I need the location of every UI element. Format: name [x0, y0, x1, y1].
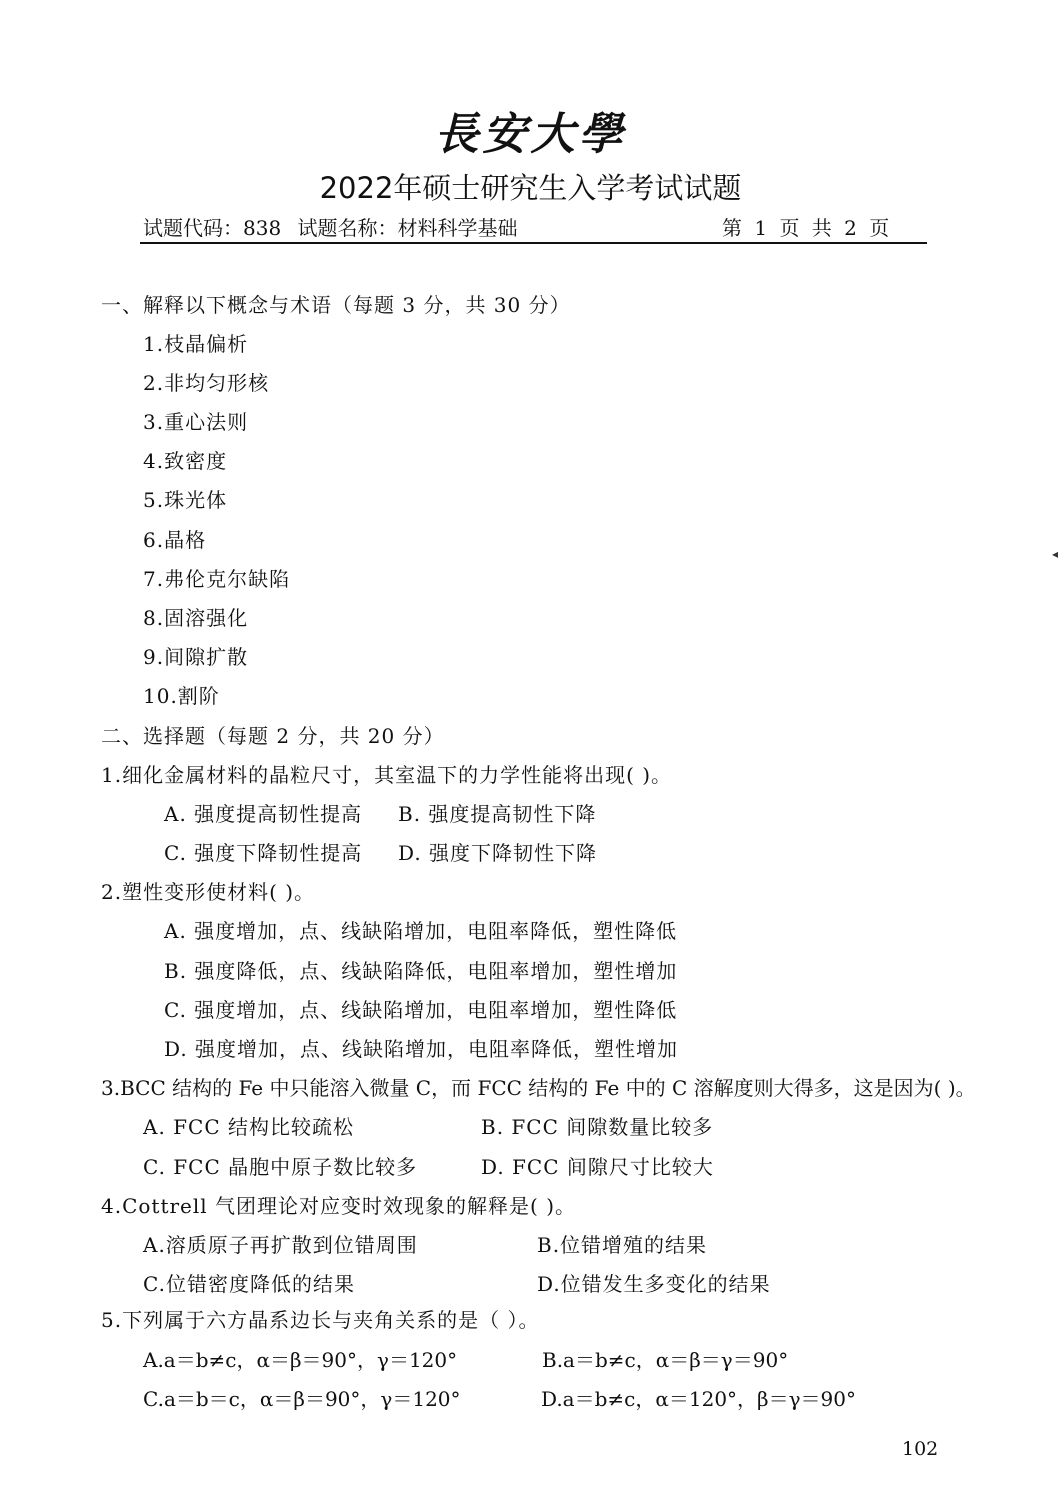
option: C. FCC 晶胞中原子数比较多: [143, 1155, 418, 1179]
option: D. 强度下降韧性下降: [398, 841, 598, 865]
option: A. 强度提高韧性提高: [164, 802, 363, 826]
term-item: 4.致密度: [143, 449, 228, 473]
option: B. 强度降低，点、线缺陷降低，电阻率增加，塑性增加: [164, 959, 678, 983]
section-title: 二、选择题（每题 2 分，共 20 分）: [101, 724, 445, 748]
side-arrow-icon: ◂: [1052, 547, 1059, 561]
exam-code: 试题代码：838: [143, 216, 282, 240]
option: A.a＝b≠c，α＝β＝90°，γ＝120°: [143, 1348, 458, 1372]
option: B. 强度提高韧性下降: [398, 802, 597, 826]
exam-meta: [143, 212, 528, 241]
term-item: 1.枝晶偏析: [143, 332, 249, 356]
exam-name: 试题名称：材料科学基础: [297, 216, 518, 240]
term-item: 10.割阶: [143, 684, 220, 708]
page-info: 第 1 页 共 2 页: [722, 216, 890, 240]
term-item: 3.重心法则: [143, 410, 249, 434]
option: B.位错增殖的结果: [537, 1233, 708, 1257]
term-item: 8.固溶强化: [143, 606, 249, 630]
option: A. 强度增加，点、线缺陷增加，电阻率降低，塑性降低: [164, 919, 678, 943]
option: A.溶质原子再扩散到位错周围: [143, 1233, 418, 1257]
option: D.a＝b≠c，α＝120°，β＝γ＝90°: [541, 1387, 857, 1411]
term-item: 2.非均匀形核: [143, 371, 270, 395]
option: C.位错密度降低的结果: [143, 1272, 355, 1296]
term-item: 9.间隙扩散: [143, 645, 249, 669]
term-item: 7.弗伦克尔缺陷: [143, 567, 291, 591]
section-title: 一、解释以下概念与术语（每题 3 分，共 30 分）: [101, 293, 571, 317]
option: C. 强度下降韧性提高: [164, 841, 363, 865]
option: D.位错发生多变化的结果: [537, 1272, 771, 1296]
exam-title: 2022年硕士研究生入学考试试题: [319, 171, 742, 205]
term-item: 5.珠光体: [143, 488, 228, 512]
question-stem: 5.下列属于六方晶系边长与夹角关系的是（ ）。: [101, 1308, 540, 1332]
option: D. FCC 间隙尺寸比较大: [481, 1155, 714, 1179]
page-number: 102: [902, 1438, 939, 1460]
option: B.a＝b≠c，α＝β＝γ＝90°: [542, 1348, 789, 1372]
option: C.a＝b＝c，α＝β＝90°，γ＝120°: [143, 1387, 461, 1411]
question-stem: 4.Cottrell 气团理论对应变时效现象的解释是( )。: [101, 1194, 577, 1218]
header-divider: [140, 242, 927, 244]
option: D. 强度增加，点、线缺陷增加，电阻率降低，塑性增加: [164, 1037, 679, 1061]
option: B. FCC 间隙数量比较多: [481, 1115, 714, 1139]
university-logo: 長安大學: [434, 109, 627, 160]
term-item: 6.晶格: [143, 528, 207, 552]
option: C. 强度增加，点、线缺陷增加，电阻率增加，塑性降低: [164, 998, 678, 1022]
question-stem: 3.BCC 结构的 Fe 中只能溶入微量 C，而 FCC 结构的 Fe 中的 C 溶解度则大得多，这是因为( )。: [101, 1076, 976, 1100]
option: A. FCC 结构比较疏松: [143, 1115, 354, 1139]
question-stem: 2.塑性变形使材料( )。: [101, 880, 316, 904]
question-stem: 1.细化金属材料的晶粒尺寸，其室温下的力学性能将出现( )。: [101, 763, 673, 787]
